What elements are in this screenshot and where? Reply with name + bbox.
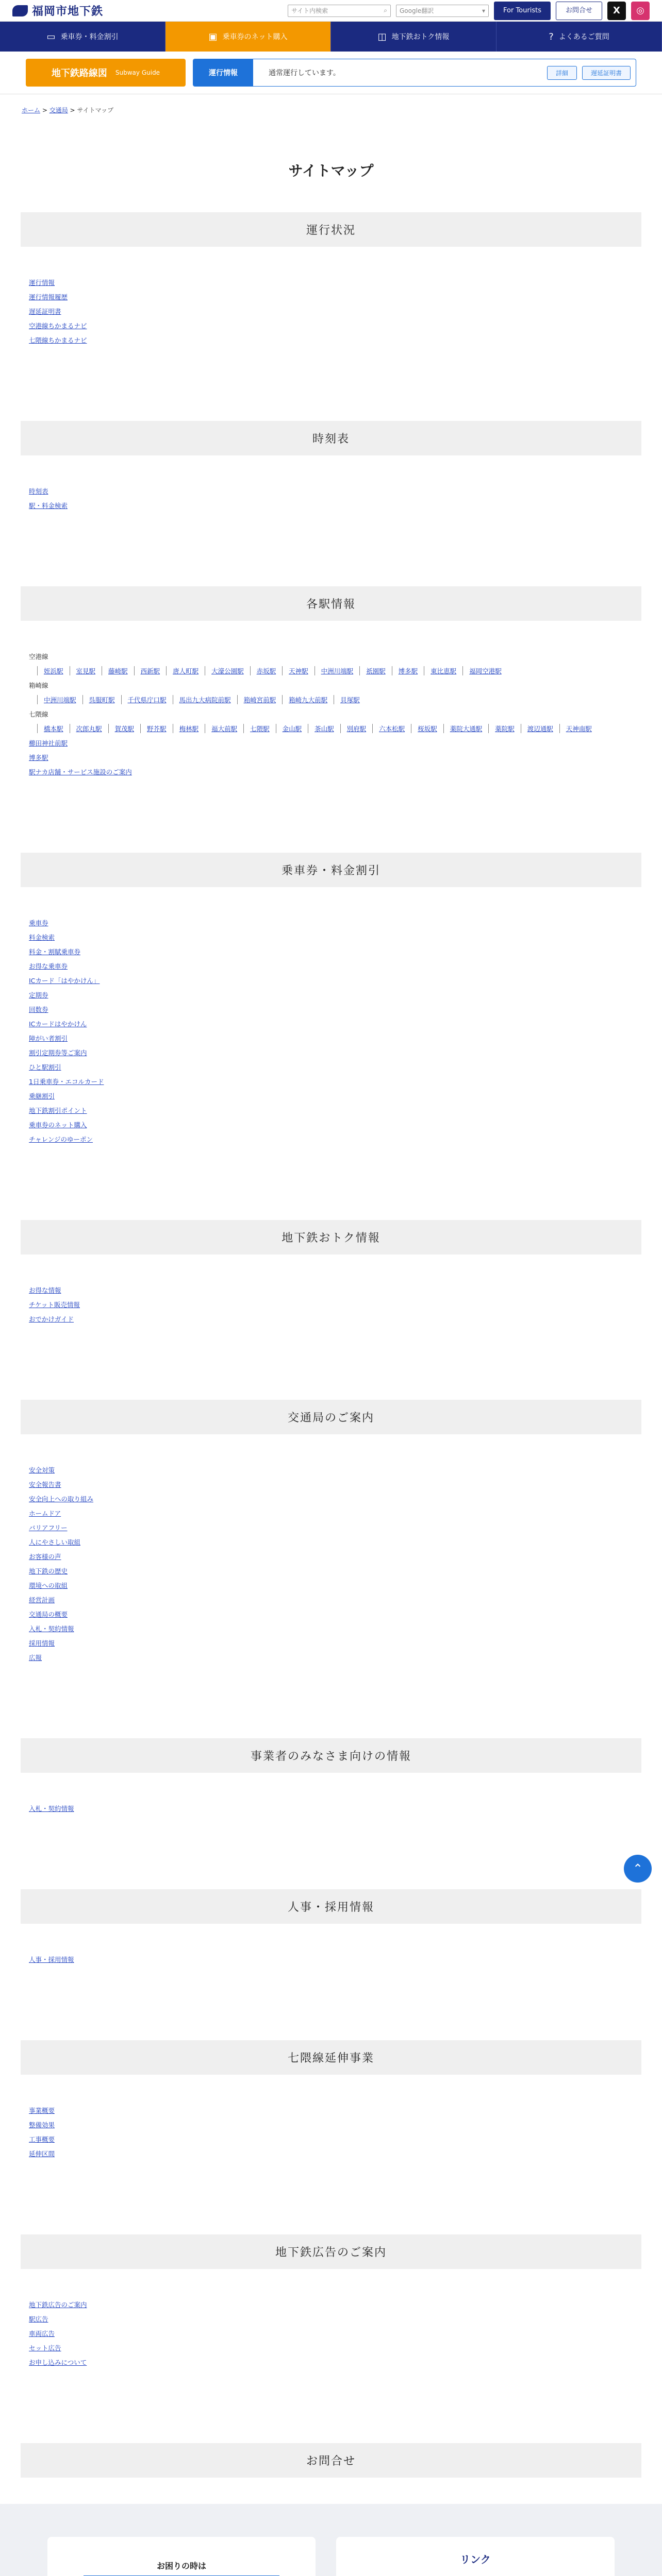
instagram-icon[interactable]: ◎ xyxy=(631,2,650,20)
sitemap-section xyxy=(21,421,641,510)
delay-certificate-button[interactable]: 遅延証明書 xyxy=(582,66,631,80)
site-search-input[interactable] xyxy=(288,5,391,17)
operation-text: 通常運行しています。 xyxy=(269,69,340,77)
call-center-card xyxy=(47,2537,316,2576)
nav-label: 地下鉄おトク情報 xyxy=(391,33,450,41)
sitemap-link[interactable]: 人にやさしい取組 xyxy=(29,1538,81,1546)
link-title: リンク xyxy=(460,2553,491,2566)
sitemap-link[interactable]: チャレンジのゆーポン xyxy=(29,1136,93,1143)
logo-text: 福岡市地下鉄 xyxy=(32,5,104,18)
nav-label: 乗車券のネット購入 xyxy=(222,33,288,41)
nav-ticket[interactable] xyxy=(0,22,166,52)
sitemap-link[interactable]: お客様の声 xyxy=(29,1553,61,1561)
search-placeholder: サイト内検索 xyxy=(291,7,328,14)
sitemap-link[interactable]: 事業概要 xyxy=(29,2107,55,2114)
sitemap-section xyxy=(21,586,641,776)
station-link[interactable]: 次郎丸駅 xyxy=(70,724,108,733)
section-heading: 地下鉄おトク情報 xyxy=(21,1220,641,1255)
sitemap-section xyxy=(21,2234,641,2367)
operation-tag: 運行情報 xyxy=(193,59,253,86)
sitemap-link[interactable]: 空港線ちかまるナビ xyxy=(29,322,87,330)
nav-label: 乗車券・料金割引 xyxy=(60,33,119,41)
sitemap-sections xyxy=(0,212,662,2576)
sitemap-link[interactable]: 入札・契約情報 xyxy=(29,1625,74,1633)
sitemap-link[interactable]: お申し込みについて xyxy=(29,2359,87,2366)
sitemap-link[interactable]: 櫛田神社前駅 xyxy=(29,739,68,747)
sitemap-link[interactable]: 入札・契約情報 xyxy=(29,1805,74,1812)
link-card xyxy=(336,2537,615,2576)
station-link[interactable]: 賀茂駅 xyxy=(108,724,141,733)
route-map-button[interactable] xyxy=(26,59,186,87)
station-link[interactable]: 梅林駅 xyxy=(173,724,205,733)
station-link[interactable]: 別府駅 xyxy=(340,724,373,733)
sitemap-link[interactable]: 定期券 xyxy=(29,991,48,999)
sitemap-link[interactable]: 交通局の概要 xyxy=(29,1611,68,1618)
station-link[interactable]: 千代県庁口駅 xyxy=(121,695,173,704)
sitemap-link[interactable]: 採用情報 xyxy=(29,1639,55,1647)
station-link[interactable]: 天神南駅 xyxy=(559,724,598,733)
info-bar xyxy=(0,52,662,94)
sitemap-link[interactable]: 運行情報履歴 xyxy=(29,293,68,301)
group-label: 箱崎線 xyxy=(29,682,48,689)
breadcrumb: ホーム > 交通局 > サイトマップ xyxy=(22,107,114,114)
call-title: お困りの時は xyxy=(156,2561,206,2571)
global-nav xyxy=(0,22,662,52)
route-map-label: 地下鉄路線図 xyxy=(51,68,107,79)
sitemap-link[interactable]: 料金・割賦乗車券 xyxy=(29,948,81,956)
section-heading: 各駅情報 xyxy=(21,586,641,621)
translate-select[interactable] xyxy=(396,5,489,17)
sitemap-section xyxy=(21,1738,641,1813)
sitemap-link[interactable]: チケット販売情報 xyxy=(29,1301,80,1309)
group-label: 七隈線 xyxy=(29,710,48,718)
station-link[interactable]: 薬院大通駅 xyxy=(443,724,489,733)
section-heading: 事業者のみなさま向けの情報 xyxy=(21,1738,641,1773)
train-icon: ◫ xyxy=(377,31,387,42)
sitemap-link[interactable]: 乗継割引 xyxy=(29,1092,55,1100)
sitemap-link[interactable]: 経営計画 xyxy=(29,1596,55,1604)
sitemap-link[interactable]: ひと駅割引 xyxy=(29,1063,61,1071)
search-icon[interactable]: ⌕ xyxy=(384,7,387,14)
sitemap-link[interactable]: 安全報告書 xyxy=(29,1481,61,1488)
sitemap-link[interactable]: 広報 xyxy=(29,1654,42,1662)
station-link[interactable]: 桜坂駅 xyxy=(411,724,443,733)
station-link[interactable]: 中洲川端駅 xyxy=(37,695,82,704)
nav-deals[interactable] xyxy=(331,22,496,52)
ticket-icon: ▭ xyxy=(46,31,56,42)
station-link[interactable]: 呉服町駅 xyxy=(82,695,121,704)
sitemap-link[interactable]: 回数券 xyxy=(29,1006,48,1013)
section-heading: 乗車券・料金割引 xyxy=(21,853,641,887)
sitemap-link[interactable]: 運行情報 xyxy=(29,279,55,286)
cart-icon: ▣ xyxy=(208,31,218,42)
translate-placeholder: Google翻訳 xyxy=(400,7,434,14)
sitemap-link[interactable]: 乗車券のネット購入 xyxy=(29,1121,87,1129)
station-link[interactable]: 六本松駅 xyxy=(372,724,411,733)
station-link[interactable]: 金山駅 xyxy=(276,724,308,733)
site-header xyxy=(0,0,662,22)
sitemap-link[interactable]: 1日乗車券・エコルカード xyxy=(29,1078,104,1086)
station-link[interactable]: 室見駅 xyxy=(70,666,102,675)
section-heading: お問合せ xyxy=(21,2443,641,2478)
station-link[interactable]: 唐人町駅 xyxy=(166,666,205,675)
station-link[interactable]: 中洲川端駅 xyxy=(315,666,360,675)
sitemap-section xyxy=(21,212,641,345)
nav-faq[interactable] xyxy=(496,22,662,52)
question-icon: ? xyxy=(549,31,554,42)
station-link[interactable]: 姪浜駅 xyxy=(37,666,70,675)
breadcrumb-parent[interactable]: 交通局 xyxy=(49,107,68,114)
sitemap-link[interactable]: 地下鉄の歴史 xyxy=(29,1567,68,1575)
tourists-button[interactable]: For Tourists xyxy=(494,2,551,20)
section-heading: 地下鉄広告のご案内 xyxy=(21,2234,641,2269)
sitemap-link[interactable]: おでかけガイド xyxy=(29,1315,74,1323)
station-link[interactable]: 大濠公園駅 xyxy=(205,666,250,675)
page-title: サイトマップ xyxy=(288,162,374,179)
station-link[interactable]: 薬院駅 xyxy=(488,724,521,733)
sitemap-link[interactable]: 地下鉄広告のご案内 xyxy=(29,2301,87,2309)
station-link[interactable]: 福岡空港駅 xyxy=(462,666,508,675)
sitemap-section xyxy=(21,853,641,1144)
sitemap-section xyxy=(21,1400,641,1662)
logo-mark-icon xyxy=(12,5,28,16)
sitemap-link[interactable]: 料金検索 xyxy=(29,934,55,941)
sitemap-link[interactable]: 車両広告 xyxy=(29,2330,55,2337)
operation-status xyxy=(193,59,636,87)
sitemap-link[interactable]: セット広告 xyxy=(29,2344,61,2352)
sitemap-link[interactable]: 七隈線ちかまるナビ xyxy=(29,336,87,344)
sitemap-link[interactable]: 駅広告 xyxy=(29,2315,48,2323)
sitemap-link[interactable]: 整備効果 xyxy=(29,2121,55,2129)
station-link[interactable]: 橋本駅 xyxy=(37,724,70,733)
station-link[interactable]: 藤崎駅 xyxy=(102,666,134,675)
breadcrumb-current: サイトマップ xyxy=(77,107,114,114)
station-link[interactable]: 西新駅 xyxy=(134,666,167,675)
site-logo[interactable] xyxy=(12,3,103,19)
back-to-top-button[interactable]: ⌃ xyxy=(624,1855,652,1883)
sitemap-link[interactable]: バリアフリー xyxy=(29,1524,68,1532)
sitemap-link[interactable]: お得な乗車券 xyxy=(29,962,68,970)
sitemap-link[interactable]: 人事・採用情報 xyxy=(29,1956,74,1963)
sitemap-link[interactable]: ICカードはやかけん xyxy=(29,1020,87,1028)
x-icon[interactable]: X xyxy=(607,2,626,20)
detail-button[interactable]: 詳細 xyxy=(547,66,577,80)
sitemap-link[interactable]: 安全対策 xyxy=(29,1466,55,1474)
sitemap-link[interactable]: ホームドア xyxy=(29,1510,61,1517)
breadcrumb-home[interactable]: ホーム xyxy=(22,107,41,114)
group-label: 空港線 xyxy=(29,653,48,660)
sitemap-link[interactable]: 安全向上への取り組み xyxy=(29,1495,94,1503)
station-link[interactable]: 野芥駅 xyxy=(140,724,173,733)
station-link[interactable]: 七隈駅 xyxy=(243,724,276,733)
sitemap-link[interactable]: 駅ナカ店舗・サービス施設のご案内 xyxy=(29,768,132,776)
footer xyxy=(0,2504,662,2576)
section-heading: 運行状況 xyxy=(21,212,641,247)
sitemap-link[interactable]: 障がい者割引 xyxy=(29,1035,68,1042)
chevron-down-icon: ▾ xyxy=(482,7,485,14)
sitemap-section xyxy=(21,1220,641,1324)
sitemap-link[interactable]: 割引定期券等ご案内 xyxy=(29,1049,87,1057)
sitemap-link[interactable]: 延伸区間 xyxy=(29,2150,55,2158)
sitemap-link[interactable]: お得な情報 xyxy=(29,1286,61,1294)
sitemap-link[interactable]: 地下鉄割引ポイント xyxy=(29,1107,87,1114)
station-link[interactable]: 博多駅 xyxy=(392,666,424,675)
sitemap-link[interactable]: 駅・料金検索 xyxy=(29,502,68,510)
section-heading: 時刻表 xyxy=(21,421,641,455)
sitemap-link[interactable]: 乗車券 xyxy=(29,919,48,927)
sitemap-link[interactable]: 工事概要 xyxy=(29,2136,55,2143)
sitemap-link[interactable]: 環境への取組 xyxy=(29,1582,68,1589)
station-link[interactable]: 東比恵駅 xyxy=(424,666,462,675)
sitemap-link[interactable]: 博多駅 xyxy=(29,754,48,761)
sitemap-link[interactable]: ICカード「はやかけん」 xyxy=(29,977,100,985)
section-heading: 人事・採用情報 xyxy=(21,1889,641,1924)
station-link[interactable]: 箱崎九大前駅 xyxy=(282,695,334,704)
station-link[interactable]: 天神駅 xyxy=(282,666,315,675)
section-heading: 交通局のご案内 xyxy=(21,1400,641,1434)
station-link[interactable]: 箱崎宮前駅 xyxy=(237,695,283,704)
nav-net-purchase[interactable] xyxy=(166,22,331,52)
sitemap-section xyxy=(21,2040,641,2158)
station-link[interactable]: 貝塚駅 xyxy=(334,695,366,704)
sitemap-link[interactable]: 遅延証明書 xyxy=(29,308,61,315)
section-heading: 七隈線延伸事業 xyxy=(21,2040,641,2075)
sitemap-section xyxy=(21,1889,641,1964)
inquiry-button[interactable]: お問合せ xyxy=(556,2,602,20)
station-link[interactable]: 福大前駅 xyxy=(205,724,243,733)
nav-label: よくあるご質問 xyxy=(558,33,609,41)
route-map-sub: Subway Guide xyxy=(115,69,160,76)
station-link[interactable]: 馬出九大病院前駅 xyxy=(173,695,237,704)
station-link[interactable]: 茶山駅 xyxy=(308,724,340,733)
station-link[interactable]: 祇園駅 xyxy=(359,666,392,675)
sitemap-link[interactable]: 時刻表 xyxy=(29,487,48,495)
station-link[interactable]: 赤坂駅 xyxy=(250,666,283,675)
station-link[interactable]: 渡辺通駅 xyxy=(521,724,559,733)
